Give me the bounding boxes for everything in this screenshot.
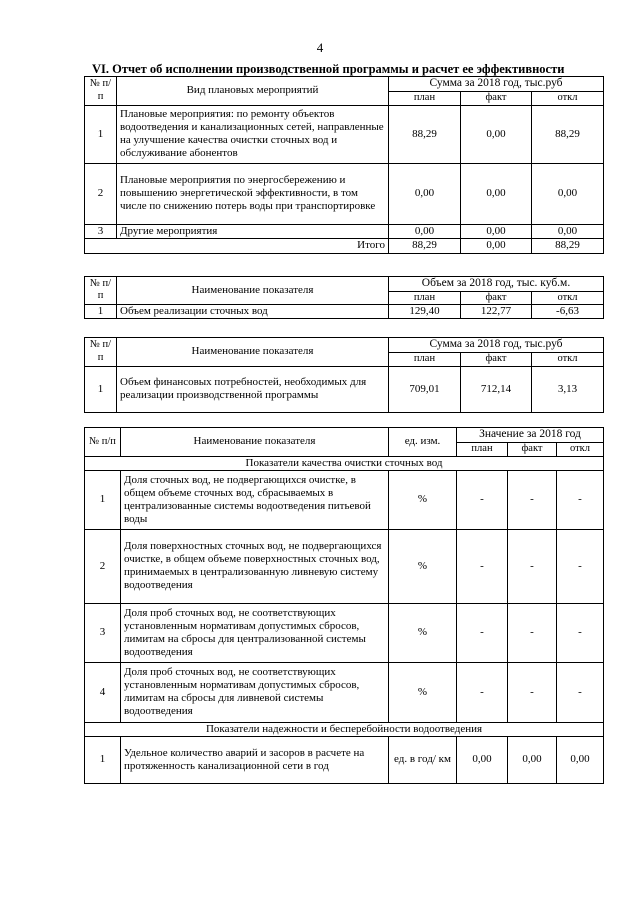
table-row bbox=[85, 662, 604, 722]
row-num: 1 bbox=[85, 736, 121, 783]
row-fact: 0,00 bbox=[461, 224, 532, 238]
financial-needs-table bbox=[84, 337, 604, 413]
row-fact: 0,00 bbox=[461, 163, 532, 224]
row-unit: ед. в год/ км bbox=[389, 736, 457, 783]
table-row bbox=[85, 304, 604, 318]
section-title: VI. Отчет об исполнении производственной программы и расчет ее эффективности bbox=[92, 62, 565, 76]
row-deviation: - bbox=[557, 662, 604, 722]
header-plan: план bbox=[457, 442, 508, 456]
row-name: Плановые мероприятия: по ремонту объектов водоотведения и канализационных сетей, направленные на улучшение качества очистки сточных вод и обслуживание абонентов bbox=[117, 105, 389, 163]
row-plan: - bbox=[457, 470, 508, 529]
header-indicator: Наименование показателя bbox=[121, 428, 389, 457]
table-row bbox=[85, 224, 604, 238]
row-name: Доля поверхностных сточных вод, не подвергающихся очистке, в общем объеме поверхностных сточных вод, принимаемых в централизованную ливневую систему водоотведения bbox=[121, 529, 389, 603]
row-fact: - bbox=[508, 603, 557, 662]
row-num: 1 bbox=[85, 366, 117, 412]
header-num: № п/п bbox=[85, 277, 117, 305]
table-row bbox=[85, 366, 604, 412]
header-num: № п/п bbox=[85, 338, 117, 367]
header-plan: план bbox=[389, 352, 461, 366]
row-name: Удельное количество аварий и засоров в расчете на протяженность канализационной сети в год bbox=[121, 736, 389, 783]
table-row bbox=[85, 163, 604, 224]
header-unit: ед. изм. bbox=[389, 428, 457, 457]
section-header-quality: Показатели качества очистки сточных вод bbox=[85, 456, 604, 470]
header-num: № п/п bbox=[85, 77, 117, 106]
header-deviation: откл bbox=[557, 442, 604, 456]
table-row bbox=[85, 529, 604, 603]
row-name: Объем финансовых потребностей, необходимых для реализации производственной программы bbox=[117, 366, 389, 412]
row-num: 3 bbox=[85, 224, 117, 238]
header-fact: факт bbox=[461, 91, 532, 105]
row-plan: 709,01 bbox=[389, 366, 461, 412]
row-plan: - bbox=[457, 603, 508, 662]
row-fact: - bbox=[508, 662, 557, 722]
table-row bbox=[85, 603, 604, 662]
header-sum-group: Сумма за 2018 год, тыс.руб bbox=[389, 338, 604, 353]
row-deviation: - bbox=[557, 470, 604, 529]
row-deviation: 3,13 bbox=[532, 366, 604, 412]
table-row bbox=[85, 736, 604, 783]
header-deviation: откл bbox=[532, 291, 604, 304]
row-plan: 0,00 bbox=[457, 736, 508, 783]
header-deviation: откл bbox=[532, 352, 604, 366]
row-plan: 0,00 bbox=[389, 224, 461, 238]
row-num: 4 bbox=[85, 662, 121, 722]
row-unit: % bbox=[389, 603, 457, 662]
section-header-reliability: Показатели надежности и бесперебойности водоотведения bbox=[85, 722, 604, 736]
row-unit: % bbox=[389, 662, 457, 722]
total-row bbox=[85, 238, 604, 253]
header-plan: план bbox=[389, 91, 461, 105]
row-deviation: 0,00 bbox=[532, 224, 604, 238]
row-deviation: 0,00 bbox=[532, 163, 604, 224]
header-fact: факт bbox=[461, 352, 532, 366]
table-row bbox=[85, 105, 604, 163]
row-num: 1 bbox=[85, 105, 117, 163]
table-row bbox=[85, 470, 604, 529]
row-unit: % bbox=[389, 529, 457, 603]
row-deviation: - bbox=[557, 603, 604, 662]
row-num: 3 bbox=[85, 603, 121, 662]
row-name: Доля проб сточных вод, не соответствующих установленным нормативам допустимых сбросов, лимитам на сбросы для ливневой системы водоотведения bbox=[121, 662, 389, 722]
total-label: Итого bbox=[85, 238, 389, 253]
total-fact: 0,00 bbox=[461, 238, 532, 253]
row-name: Доля сточных вод, не подвергающихся очистке, в общем объеме сточных вод, сбрасываемых в централизованные системы водоотведения питьевой воды bbox=[121, 470, 389, 529]
row-num: 1 bbox=[85, 304, 117, 318]
row-deviation: 0,00 bbox=[557, 736, 604, 783]
row-deviation: 88,29 bbox=[532, 105, 604, 163]
row-fact: 0,00 bbox=[461, 105, 532, 163]
page-number: 4 bbox=[316, 40, 324, 55]
total-deviation: 88,29 bbox=[532, 238, 604, 253]
row-plan: 129,40 bbox=[389, 304, 461, 318]
row-plan: - bbox=[457, 662, 508, 722]
header-sum-group: Сумма за 2018 год, тыс.руб bbox=[389, 77, 604, 92]
row-name: Доля проб сточных вод, не соответствующих установленным нормативам допустимых сбросов, лимитам на сбросы для централизованной системы водоотведения bbox=[121, 603, 389, 662]
row-fact: - bbox=[508, 529, 557, 603]
header-measure-type: Вид плановых мероприятий bbox=[117, 77, 389, 106]
row-num: 1 bbox=[85, 470, 121, 529]
total-plan: 88,29 bbox=[389, 238, 461, 253]
row-num: 2 bbox=[85, 163, 117, 224]
row-plan: 88,29 bbox=[389, 105, 461, 163]
row-num: 2 bbox=[85, 529, 121, 603]
quality-indicators-table bbox=[84, 427, 604, 784]
row-fact: 0,00 bbox=[508, 736, 557, 783]
row-fact: - bbox=[508, 470, 557, 529]
header-indicator: Наименование показателя bbox=[117, 338, 389, 367]
wastewater-volume-table bbox=[84, 276, 604, 319]
row-unit: % bbox=[389, 470, 457, 529]
header-fact: факт bbox=[508, 442, 557, 456]
row-plan: - bbox=[457, 529, 508, 603]
header-volume-group: Объем за 2018 год, тыс. куб.м. bbox=[389, 277, 604, 292]
row-fact: 712,14 bbox=[461, 366, 532, 412]
header-value-group: Значение за 2018 год bbox=[457, 428, 604, 443]
row-plan: 0,00 bbox=[389, 163, 461, 224]
row-deviation: - bbox=[557, 529, 604, 603]
row-deviation: -6,63 bbox=[532, 304, 604, 318]
row-name: Плановые мероприятия по энергосбережению и повышению энергетической эффективности, в том числе по снижению потерь воды при транспортировке bbox=[117, 163, 389, 224]
row-name: Другие мероприятия bbox=[117, 224, 389, 238]
row-fact: 122,77 bbox=[461, 304, 532, 318]
header-num: № п/п bbox=[85, 428, 121, 457]
planned-measures-table bbox=[84, 76, 604, 254]
row-name: Объем реализации сточных вод bbox=[117, 304, 389, 318]
header-indicator: Наименование показателя bbox=[117, 277, 389, 305]
header-plan: план bbox=[389, 291, 461, 304]
header-deviation: откл bbox=[532, 91, 604, 105]
header-fact: факт bbox=[461, 291, 532, 304]
